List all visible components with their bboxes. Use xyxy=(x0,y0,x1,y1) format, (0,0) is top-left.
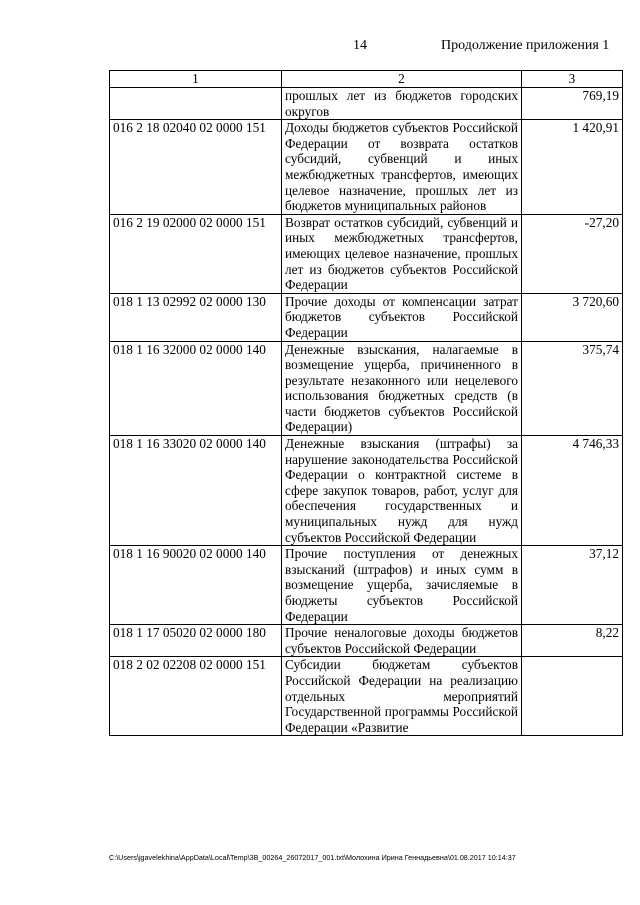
budget-code: 018 1 16 33020 02 0000 140 xyxy=(110,436,282,546)
table-row xyxy=(110,657,623,736)
amount: -27,20 xyxy=(522,214,623,293)
page-number: 14 xyxy=(353,38,367,53)
revenue-description: Субсидии бюджетам субъектов Российской Федерации на реализацию отдельных мероприятий Государственной программы Российской Федерации «Развитие xyxy=(282,657,522,736)
budget-code: 016 2 19 02000 02 0000 151 xyxy=(110,214,282,293)
table-row xyxy=(110,293,623,341)
revenue-table xyxy=(109,70,623,736)
amount xyxy=(522,657,623,736)
budget-code: 016 2 18 02040 02 0000 151 xyxy=(110,120,282,215)
column-number-row xyxy=(110,71,623,88)
table-row xyxy=(110,625,623,657)
table-row xyxy=(110,436,623,546)
revenue-description: Денежные взыскания (штрафы) за нарушение законодательства Российской Федерации о контрактной системе в сфере закупок товаров, работ, услуг для обеспечения государственных и муниципальных нужд для нужд субъектов Российской Федерации xyxy=(282,436,522,546)
amount: 1 420,91 xyxy=(522,120,623,215)
amount: 769,19 xyxy=(522,88,623,120)
revenue-description: Денежные взыскания, налагаемые в возмещение ущерба, причиненного в результате незаконного или нецелевого использования бюджетных средств (в части бюджетов субъектов Российской Федерации) xyxy=(282,341,522,436)
revenue-description: Возврат остатков субсидий, субвенций и иных межбюджетных трансфертов, имеющих целевое назначение, прошлых лет из бюджетов субъектов Российской Федерации xyxy=(282,214,522,293)
amount: 3 720,60 xyxy=(522,293,623,341)
amount: 8,22 xyxy=(522,625,623,657)
column-header-2: 2 xyxy=(282,71,522,88)
table-row xyxy=(110,88,623,120)
revenue-description: Доходы бюджетов субъектов Российской Федерации от возврата остатков субсидий, субвенций и иных межбюджетных трансфертов, имеющих целевое назначение, прошлых лет из бюджетов муниципальных районов xyxy=(282,120,522,215)
budget-code xyxy=(110,88,282,120)
budget-code: 018 2 02 02208 02 0000 151 xyxy=(110,657,282,736)
budget-code: 018 1 13 02992 02 0000 130 xyxy=(110,293,282,341)
file-path-footer: C:\Users\jgavelekhina\AppData\Local\Temp\3B_00264_26072017_001.txt\Молохина Ирина Геннадьевна\01.08.2017 10:14:37 xyxy=(109,853,516,862)
budget-code: 018 1 16 90020 02 0000 140 xyxy=(110,546,282,625)
table-row xyxy=(110,341,623,436)
revenue-description: Прочие поступления от денежных взысканий (штрафов) и иных сумм в возмещение ущерба, зачисляемые в бюджеты субъектов Российской Федерации xyxy=(282,546,522,625)
revenue-description: прошлых лет из бюджетов городских округов xyxy=(282,88,522,120)
revenue-description: Прочие неналоговые доходы бюджетов субъектов Российской Федерации xyxy=(282,625,522,657)
column-header-3: 3 xyxy=(522,71,623,88)
table-row xyxy=(110,120,623,215)
table-row xyxy=(110,214,623,293)
appendix-continuation-title: Продолжение приложения 1 xyxy=(441,38,610,53)
column-header-1: 1 xyxy=(110,71,282,88)
amount: 375,74 xyxy=(522,341,623,436)
budget-code: 018 1 17 05020 02 0000 180 xyxy=(110,625,282,657)
table-row xyxy=(110,546,623,625)
revenue-description: Прочие доходы от компенсации затрат бюджетов субъектов Российской Федерации xyxy=(282,293,522,341)
amount: 37,12 xyxy=(522,546,623,625)
amount: 4 746,33 xyxy=(522,436,623,546)
budget-code: 018 1 16 32000 02 0000 140 xyxy=(110,341,282,436)
